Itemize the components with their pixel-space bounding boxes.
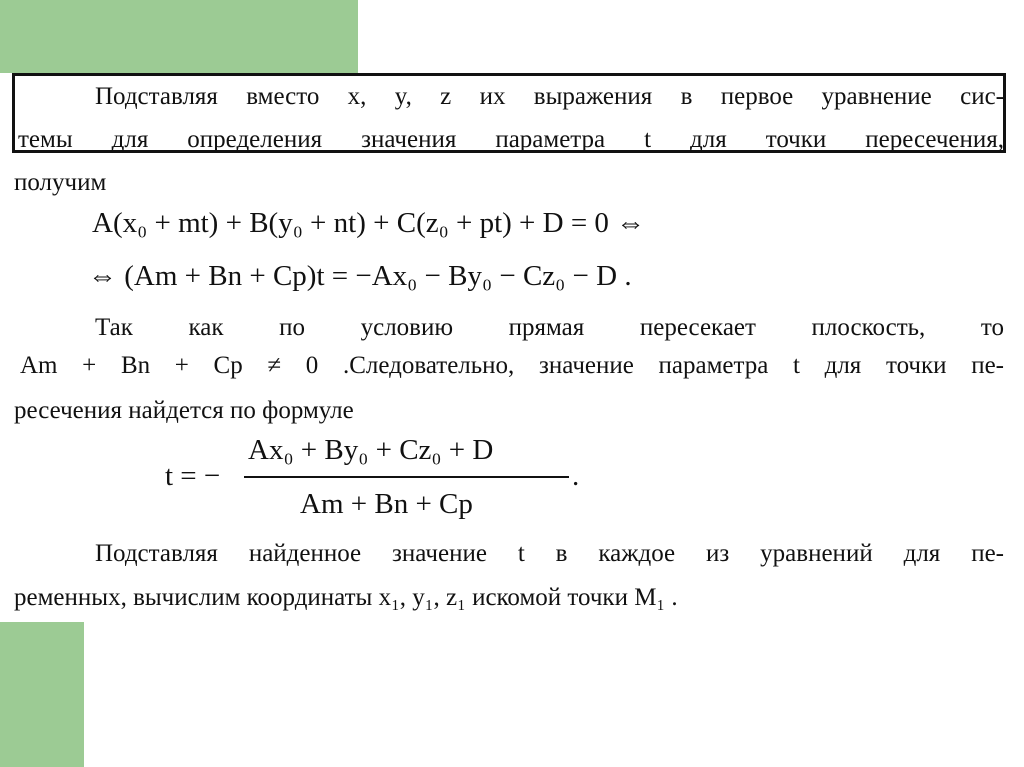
para3-line2: ременных, вычислим координаты x₁, y₁, z₁ искомой точки M₁ . <box>14 584 678 611</box>
para1-line1: Подставляя вместо x, y, z их выражения в первое уравнение сис- <box>95 83 1004 110</box>
formula-end: . <box>572 460 580 492</box>
para1-line3: получим <box>14 169 107 196</box>
para2-line1: Так как по условию прямая пересекает плоскость, то <box>95 314 1004 341</box>
para1-line2: темы для определения значения параметра t для точки пересечения, <box>18 126 1004 153</box>
fraction-bar <box>244 476 569 478</box>
para3-line1: Подставляя найденное значение t в каждое из уравнений для пе- <box>95 540 1004 567</box>
para2-line3: ресечения найдется по формуле <box>14 397 354 424</box>
formula-lhs: t = − <box>165 460 221 492</box>
equation-1: A(x₀ + mt) + B(y₀ + nt) + C(z₀ + pt) + D = 0 ⇔ <box>92 207 646 239</box>
green-decor-top <box>0 0 358 73</box>
formula-numerator: Ax₀ + By₀ + Cz₀ + D <box>248 434 494 466</box>
formula-denominator: Am + Bn + Cp <box>300 488 473 520</box>
equation-2: ⇔ (Am + Bn + Cp)t = −Ax₀ − By₀ − Cz₀ − D . <box>88 260 632 292</box>
para2-line2: Am + Bn + Cp ≠ 0 .Следовательно, значение параметра t для точки пе- <box>20 352 1004 379</box>
